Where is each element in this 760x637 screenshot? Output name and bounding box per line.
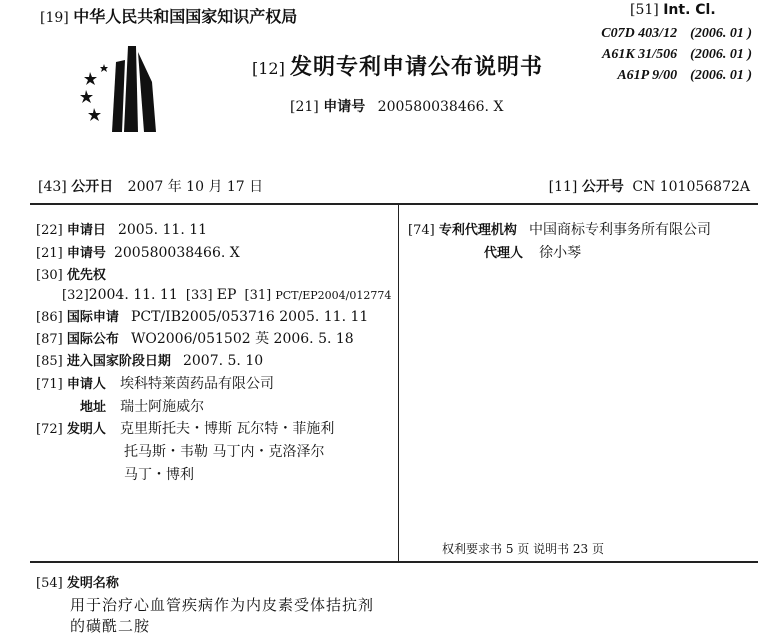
doc-type-line bbox=[252, 50, 543, 81]
ipc-list bbox=[601, 22, 752, 85]
doc-type: 发明专利申请公布说明书 bbox=[289, 55, 543, 80]
pub-no-label: 公开号 bbox=[581, 179, 624, 195]
pub-no: [11] 公开号 CN 101056872A bbox=[548, 179, 750, 195]
doc-type-code: [12] bbox=[252, 59, 285, 78]
pub-date-value: 2007 年 10 月 17 日 bbox=[127, 179, 264, 195]
pages-note: 权利要求书 5 页 说明书 23 页 bbox=[442, 542, 604, 556]
filing-date-row: [22] 申请日 2005. 11. 11 bbox=[36, 222, 208, 238]
ipc-label: Int. Cl. bbox=[663, 2, 716, 18]
ipc-code: [51] bbox=[630, 2, 659, 18]
inventor-row: [72] 发明人 克里斯托夫・博斯 瓦尔特・菲施利 bbox=[36, 421, 335, 437]
intl-app-row: [86] 国际申请 PCT/IB2005/053716 2005. 11. 11 bbox=[36, 309, 369, 325]
ipc-item: A61K 31/506 (2006. 01 ) bbox=[602, 47, 752, 62]
inventor-line: 托马斯・韦勒 马丁内・克洛泽尔 bbox=[124, 444, 325, 460]
ipc-header bbox=[630, 2, 716, 18]
header-app-no-value: 200580038466. X bbox=[377, 99, 504, 115]
header-app-no-label: 申请号 bbox=[323, 99, 366, 115]
sipo-logo bbox=[78, 42, 160, 138]
app-no-row: [21] 申请号 200580038466. X bbox=[36, 245, 240, 261]
priority-detail-row: [32]2004. 11. 11 [33] EP [31] PCT/EP2004/012774 bbox=[62, 287, 392, 303]
ipc-item: C07D 403/12 (2006. 01 ) bbox=[601, 26, 752, 41]
invention-title-line: 用于治疗心血管疾病作为内皮素受体拮抗剂 bbox=[70, 596, 375, 614]
header-app-no bbox=[290, 96, 503, 116]
rule-bottom bbox=[30, 561, 758, 563]
office-name: 中华人民共和国国家知识产权局 bbox=[73, 7, 298, 26]
pub-date: [43] 公开日 2007 年 10 月 17 日 bbox=[38, 179, 264, 195]
agent-row: 代理人 徐小琴 bbox=[484, 245, 582, 261]
inventor-line: 马丁・博利 bbox=[124, 467, 194, 483]
ipc-item: A61P 9/00 (2006. 01 ) bbox=[617, 68, 752, 83]
rule-vertical bbox=[398, 205, 399, 561]
title-header: [54] 发明名称 bbox=[36, 576, 119, 591]
national-phase-row: [85] 进入国家阶段日期 2007. 5. 10 bbox=[36, 353, 264, 369]
office-header bbox=[40, 4, 297, 27]
rule-top bbox=[30, 203, 758, 205]
intl-pub-row: [87] 国际公布 WO2006/051502 英 2006. 5. 18 bbox=[36, 331, 354, 347]
address-row: 地址 瑞士阿施威尔 bbox=[80, 399, 205, 415]
office-code: [19] bbox=[40, 10, 69, 26]
invention-title-line: 的磺酰二胺 bbox=[70, 617, 151, 635]
agency-row: [74] 专利代理机构 中国商标专利事务所有限公司 bbox=[408, 222, 711, 238]
priority-row: [30] 优先权 bbox=[36, 268, 106, 283]
pub-date-label: 公开日 bbox=[71, 179, 114, 195]
applicant-row: [71] 申请人 埃科特莱茵药品有限公司 bbox=[36, 376, 274, 392]
header-app-no-code: [21] bbox=[290, 99, 319, 115]
pub-no-value: CN 101056872A bbox=[632, 179, 750, 195]
